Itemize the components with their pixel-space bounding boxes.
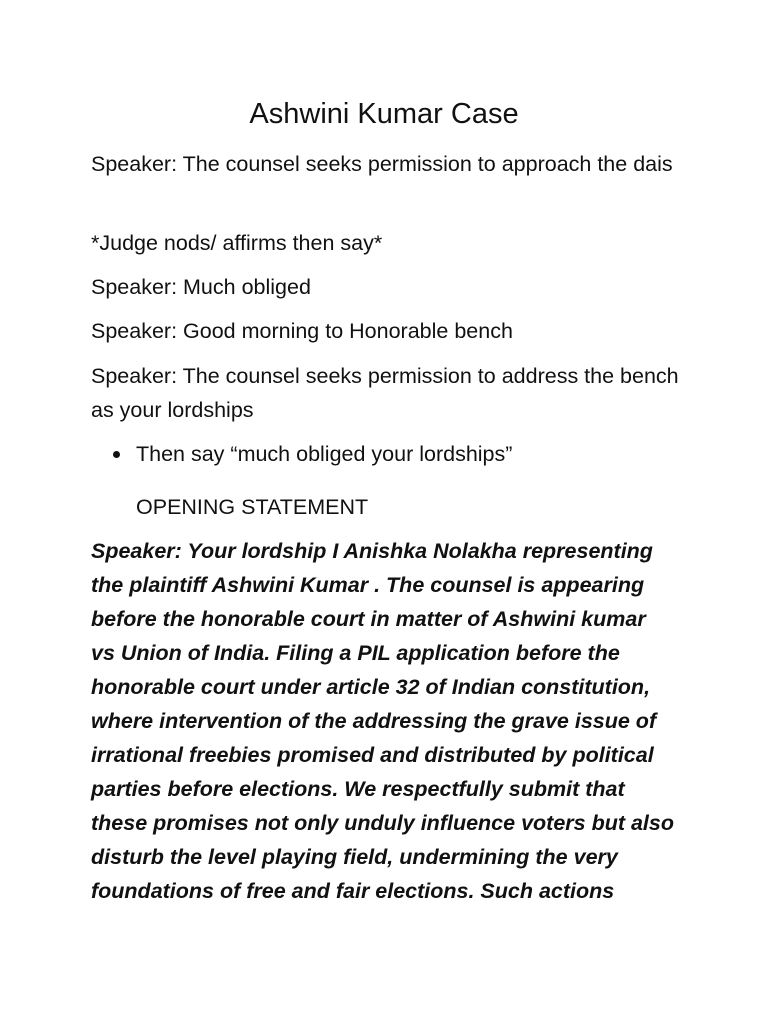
paragraph-much-obliged: Speaker: Much obliged — [91, 275, 311, 299]
statement-line: irrational freebies promised and distributed by political — [91, 743, 654, 767]
section-heading: OPENING STATEMENT — [136, 495, 369, 519]
paragraph-approach-dais: Speaker: The counsel seeks permission to approach the dais — [91, 152, 673, 176]
statement-line: the plaintiff Ashwini Kumar . The counsel is appearing — [91, 573, 645, 597]
bullet-icon — [113, 451, 120, 458]
statement-line: disturb the level playing field, undermining the very — [91, 845, 618, 869]
statement-line: before the honorable court in matter of Ashwini kumar — [91, 607, 646, 631]
statement-line: vs Union of India. Filing a PIL application before the — [91, 641, 620, 665]
statement-line: Speaker: Your lordship I Anishka Nolakha representing — [91, 539, 653, 563]
statement-line: these promises not only unduly influence voters but also — [91, 811, 674, 835]
paragraph-judge-nods: *Judge nods/ affirms then say* — [91, 231, 383, 255]
statement-line: parties before elections. We respectfully submit that — [91, 777, 625, 801]
list-item — [91, 437, 681, 471]
bullet-text: Then say “much obliged your lordships” — [136, 442, 513, 466]
statement-line: foundations of free and fair elections. Such actions — [91, 879, 615, 903]
paragraph-good-morning: Speaker: Good morning to Honorable bench — [91, 319, 513, 343]
document-title: Ashwini Kumar Case — [249, 98, 519, 130]
statement-line: honorable court under article 32 of Indian constitution, — [91, 675, 651, 699]
paragraph-address-bench: Speaker: The counsel seeks permission to address the bench as your lordships — [91, 364, 679, 422]
bullet-list — [91, 437, 681, 471]
opening-statement — [91, 534, 691, 908]
statement-line: where intervention of the addressing the grave issue of — [91, 709, 657, 733]
